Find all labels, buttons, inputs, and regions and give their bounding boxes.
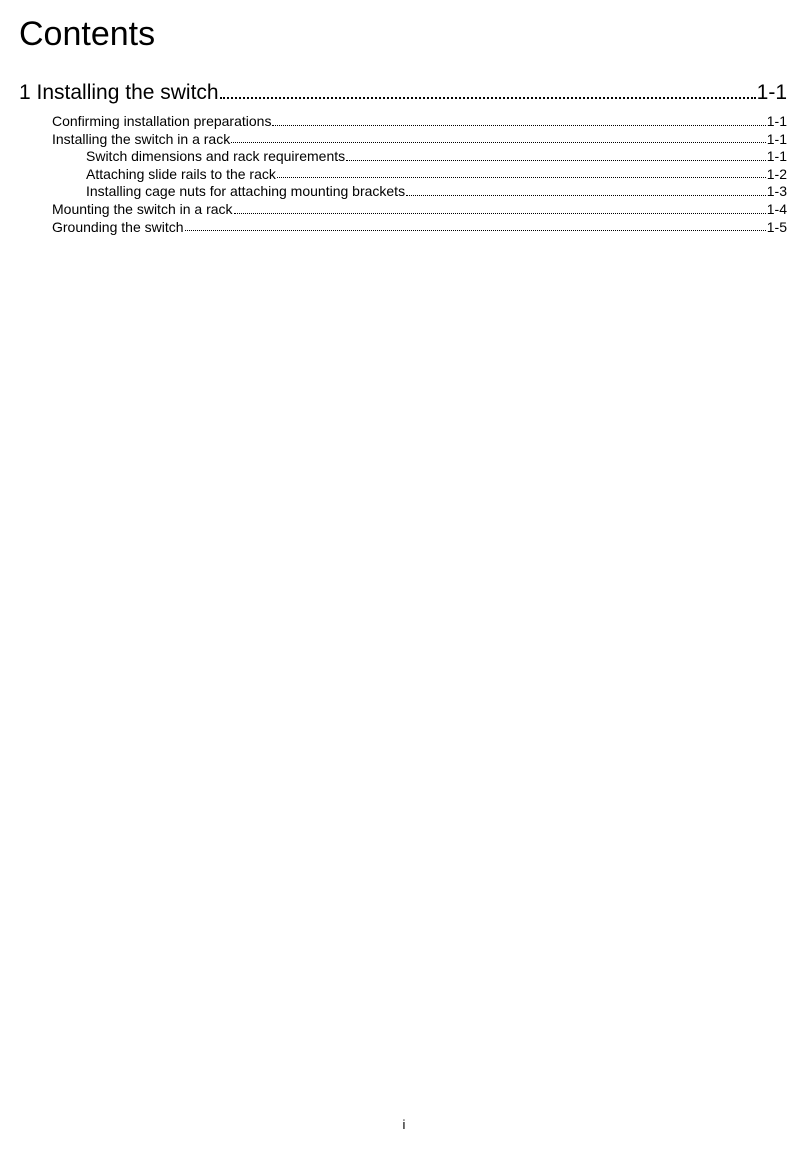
page-title: Contents [19,15,156,53]
toc-dot-leader [346,148,766,166]
toc-entry-page: 1-2 [766,165,787,182]
toc-entry-page: 1-1 [756,81,787,104]
toc-entry-label: Mounting the switch in a rack [52,200,233,217]
page-number: i [402,1117,406,1132]
toc-dot-leader [277,166,766,184]
toc-entry-label: Attaching slide rails to the rack [86,165,276,182]
toc-section-mounting-the-switch[interactable] [0,201,808,219]
toc-entry-label: Installing the switch in a rack [52,130,231,147]
toc-section-grounding-the-switch[interactable] [0,219,808,237]
toc-entry-label: Confirming installation preparations [52,113,272,129]
toc-dot-leader [272,113,765,131]
toc-section-confirming-installation-preparations[interactable] [0,113,808,131]
toc-entry-page: 1-1 [766,130,787,147]
toc-entry-label: Switch dimensions and rack requirements [86,148,346,165]
toc-entry-label: Installing cage nuts for attaching mounting brackets [86,183,406,200]
toc-entry-label: 1 Installing the switch [19,81,219,104]
toc-subsection-switch-dimensions[interactable] [0,148,808,166]
toc-dot-leader [406,183,766,201]
toc-subsection-installing-cage-nuts[interactable] [0,183,808,201]
toc-chapter-installing-the-switch[interactable] [0,78,808,108]
toc-entry-label: Grounding the switch [52,218,184,235]
toc-dot-leader [185,219,766,237]
toc-dot-leader [234,201,766,219]
table-of-contents [0,78,808,236]
toc-entry-page: 1-5 [766,218,787,235]
toc-entry-page: 1-4 [766,200,787,217]
toc-subsection-attaching-slide-rails[interactable] [0,166,808,184]
toc-entry-page: 1-1 [766,113,787,129]
toc-dot-leader [220,78,756,108]
toc-entry-page: 1-3 [766,183,787,200]
toc-section-installing-the-switch-in-a-rack[interactable] [0,131,808,149]
toc-dot-leader [231,131,766,149]
toc-entry-page: 1-1 [766,148,787,165]
